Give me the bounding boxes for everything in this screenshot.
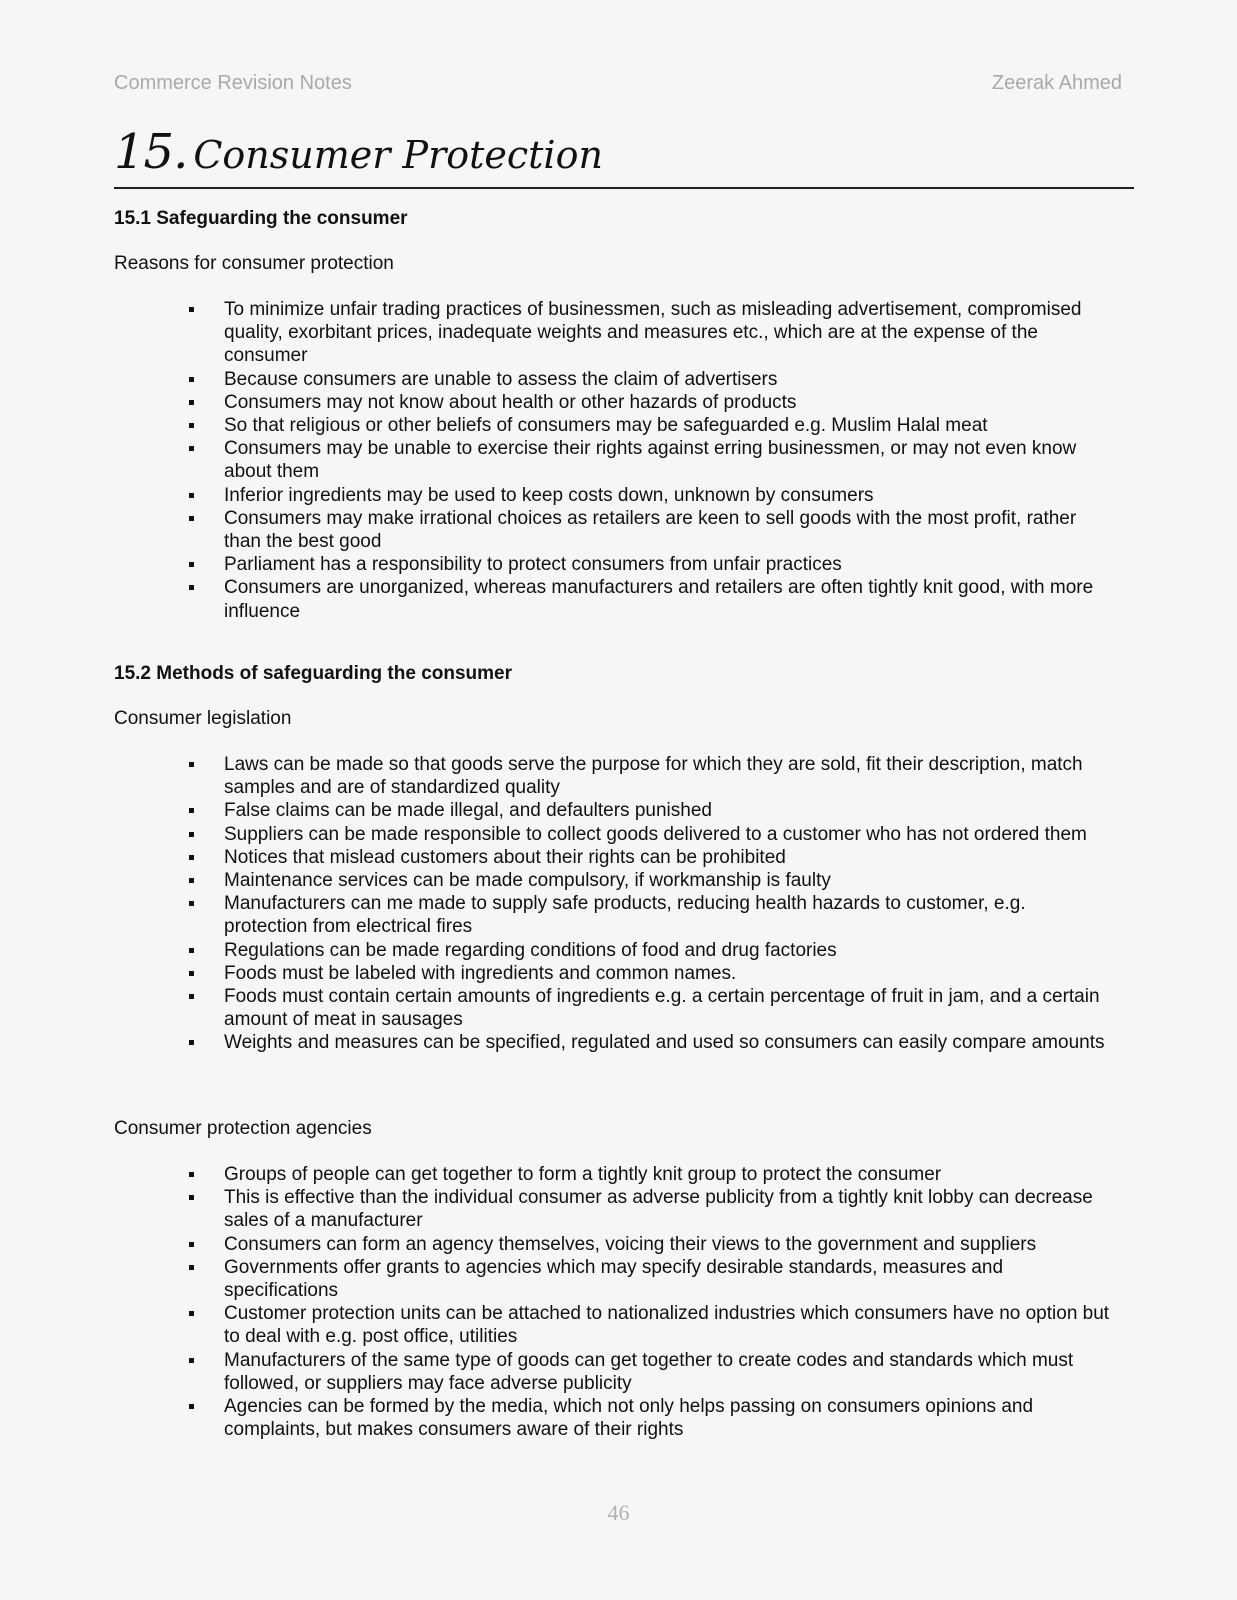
list-item: Inferior ingredients may be used to keep costs down, unknown by consumers <box>224 484 1114 507</box>
bullet-list <box>114 753 1134 1055</box>
chapter-name: Consumer Protection <box>193 133 603 177</box>
list-item: False claims can be made illegal, and defaulters punished <box>224 799 1114 822</box>
list-item: To minimize unfair trading practices of businessmen, such as misleading advertisement, compromised quality, exorbitant prices, inadequate weights and measures etc., which are at the expense of the consumer <box>224 298 1114 368</box>
section-1-list-block <box>114 298 1134 623</box>
section-1-subheading-block <box>114 252 1134 275</box>
list-item: Regulations can be made regarding conditions of food and drug factories <box>224 939 1114 962</box>
bullet-list <box>114 1163 1134 1441</box>
section-2-agencies-subheading-block <box>114 1117 1134 1140</box>
section-2-legislation-subheading-block <box>114 707 1134 730</box>
list-item: Consumers can form an agency themselves, voicing their views to the government and suppliers <box>224 1233 1114 1256</box>
list-item: Customer protection units can be attached to nationalized industries which consumers have no option but to deal with e.g. post office, utilities <box>224 1302 1114 1348</box>
section-heading: 15.1 Safeguarding the consumer <box>114 208 408 229</box>
section-1-heading-block <box>114 207 1134 230</box>
sub-heading: Consumer protection agencies <box>114 1118 372 1139</box>
list-item: Parliament has a responsibility to protect consumers from unfair practices <box>224 553 1114 576</box>
list-item: Foods must be labeled with ingredients and common names. <box>224 962 1114 985</box>
list-item: Agencies can be formed by the media, which not only helps passing on consumers opinions and complaints, but makes consumers aware of their rights <box>224 1395 1114 1441</box>
header-document-title: Commerce Revision Notes <box>114 72 352 94</box>
sub-heading: Consumer legislation <box>114 708 292 729</box>
list-item: Maintenance services can be made compulsory, if workmanship is faulty <box>224 869 1114 892</box>
list-item: Consumers may not know about health or other hazards of products <box>224 391 1114 414</box>
section-2-legislation-list-block <box>114 753 1134 1055</box>
list-item: Consumers may be unable to exercise their rights against erring businessmen, or may not even know about them <box>224 437 1114 483</box>
list-item: Suppliers can be made responsible to collect goods delivered to a customer who has not ordered them <box>224 823 1114 846</box>
document-page <box>114 0 1134 1600</box>
list-item: Governments offer grants to agencies which may specify desirable standards, measures and specifications <box>224 1256 1114 1302</box>
list-item: This is effective than the individual consumer as adverse publicity from a tightly knit lobby can decrease sales of a manufacturer <box>224 1186 1114 1232</box>
list-item: Groups of people can get together to form a tightly knit group to protect the consumer <box>224 1163 1114 1186</box>
list-item: Consumers are unorganized, whereas manufacturers and retailers are often tightly knit good, with more influence <box>224 576 1114 622</box>
list-item: Manufacturers can me made to supply safe products, reducing health hazards to customer, e.g. protection from electrical fires <box>224 892 1114 938</box>
list-item: So that religious or other beliefs of consumers may be safeguarded e.g. Muslim Halal meat <box>224 414 1114 437</box>
section-2-agencies-list-block <box>114 1163 1134 1441</box>
sub-heading: Reasons for consumer protection <box>114 253 394 274</box>
list-item: Foods must contain certain amounts of ingredients e.g. a certain percentage of fruit in jam, and a certain amount of meat in sausages <box>224 985 1114 1031</box>
list-item: Because consumers are unable to assess the claim of advertisers <box>224 368 1114 391</box>
list-item: Manufacturers of the same type of goods can get together to create codes and standards which must followed, or suppliers may face adverse publicity <box>224 1349 1114 1395</box>
list-item: Notices that mislead customers about their rights can be prohibited <box>224 846 1114 869</box>
chapter-number: 15. <box>114 124 188 180</box>
list-item: Laws can be made so that goods serve the purpose for which they are sold, fit their description, match samples and are of standardized quality <box>224 753 1114 799</box>
section-heading: 15.2 Methods of safeguarding the consumer <box>114 663 513 684</box>
page-number: 46 <box>607 1500 630 1525</box>
section-2-heading-block <box>114 662 1134 685</box>
list-item: Consumers may make irrational choices as retailers are keen to sell goods with the most profit, rather than the best good <box>224 507 1114 553</box>
header-author: Zeerak Ahmed <box>991 72 1122 94</box>
list-item: Weights and measures can be specified, regulated and used so consumers can easily compare amounts <box>224 1031 1114 1054</box>
bullet-list <box>114 298 1134 623</box>
chapter-title <box>114 124 1134 189</box>
